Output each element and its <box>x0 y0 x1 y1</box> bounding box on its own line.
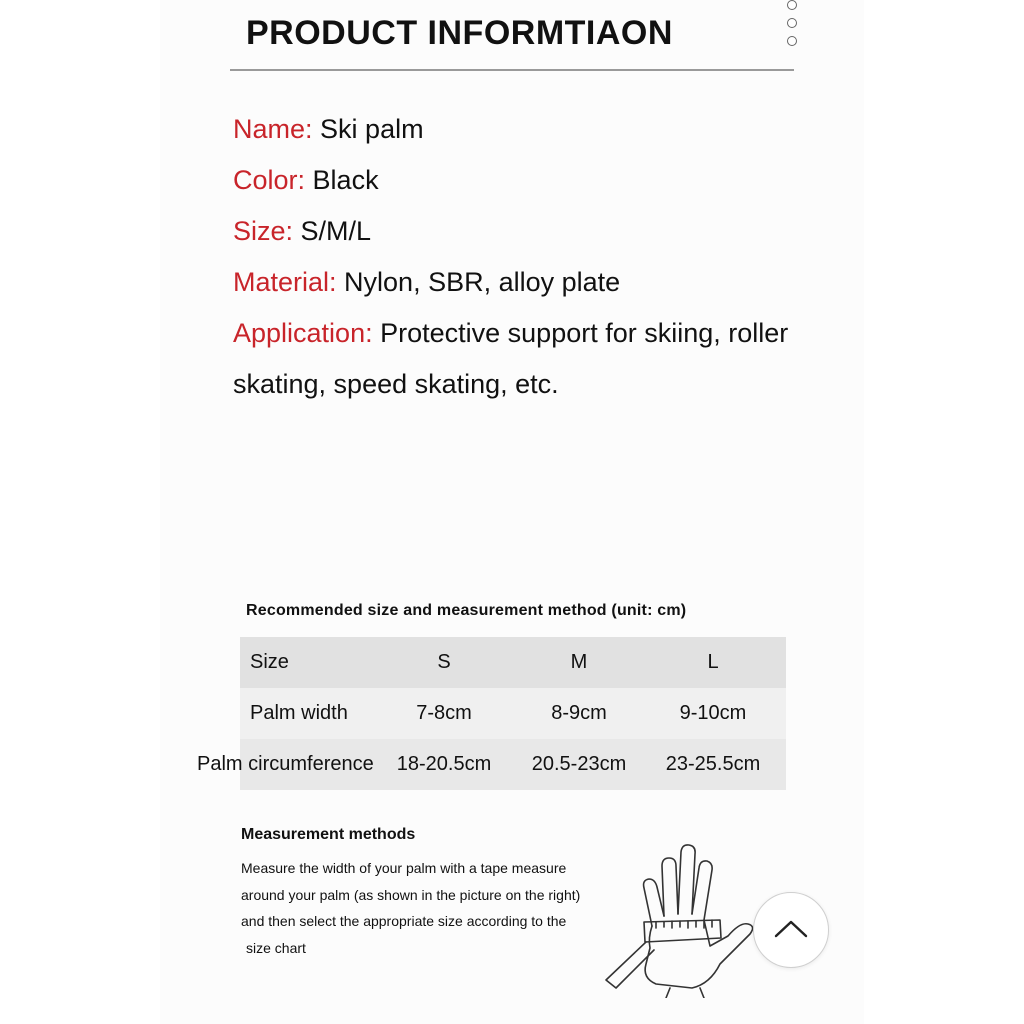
product-info-application <box>233 308 843 410</box>
table-row <box>240 688 786 739</box>
scroll-to-top-button[interactable] <box>753 892 829 968</box>
info-label: Size: <box>233 216 294 246</box>
info-value: Nylon, SBR, alloy plate <box>344 267 621 297</box>
chevron-up-icon <box>774 918 808 943</box>
info-label: Color: <box>233 165 306 195</box>
measurement-line: and then select the appropriate size according to the <box>241 913 567 929</box>
table-cell: 20.5-23cm <box>531 753 627 775</box>
page-title: PRODUCT INFORMTIAON <box>246 14 673 52</box>
info-label: Name: <box>233 114 313 144</box>
more-dots-vertical-icon <box>787 36 797 46</box>
measurement-line: size chart <box>246 939 306 956</box>
table-cell: 23-25.5cm <box>665 753 761 775</box>
product-info-color <box>233 155 843 206</box>
table-cell: M <box>570 651 588 673</box>
product-info-material <box>233 257 843 308</box>
table-cell: Palm width <box>250 702 348 724</box>
info-label: Application: <box>233 318 373 348</box>
product-info-size <box>233 206 843 257</box>
table-cell: 8-9cm <box>551 702 607 724</box>
table-row <box>197 739 786 790</box>
size-chart-title: Recommended size and measurement method (unit: cm) <box>246 602 687 619</box>
info-label: Material: <box>233 267 337 297</box>
table-cell: Size <box>250 651 289 673</box>
more-options-button[interactable] <box>784 0 800 46</box>
table-cell: Palm circumference <box>197 753 374 775</box>
info-value: Protective support for skiing, roller skating, speed skating, etc. <box>233 318 789 399</box>
measurement-methods-text <box>241 855 621 961</box>
product-info-list <box>233 104 843 410</box>
info-value: Ski palm <box>320 114 424 144</box>
size-chart-table <box>197 637 786 790</box>
measurement-line: around your palm (as shown in the picture on the right) <box>241 886 581 903</box>
title-divider <box>230 69 794 71</box>
table-cell: L <box>707 651 719 673</box>
measurement-line: Measure the width of your palm with a tape measure <box>241 860 567 876</box>
hand-tape-measure-icon <box>600 838 760 998</box>
table-cell: S <box>437 651 451 673</box>
more-dots-vertical-icon <box>787 0 797 10</box>
table-cell: 9-10cm <box>679 702 747 724</box>
table-cell: 7-8cm <box>416 702 472 724</box>
table-cell: 18-20.5cm <box>396 753 492 775</box>
info-value: Black <box>312 165 379 195</box>
more-dots-vertical-icon <box>787 18 797 28</box>
info-value: S/M/L <box>300 216 372 246</box>
table-header-row <box>240 637 786 688</box>
product-info-name <box>233 104 843 155</box>
measurement-methods-title: Measurement methods <box>241 826 416 843</box>
